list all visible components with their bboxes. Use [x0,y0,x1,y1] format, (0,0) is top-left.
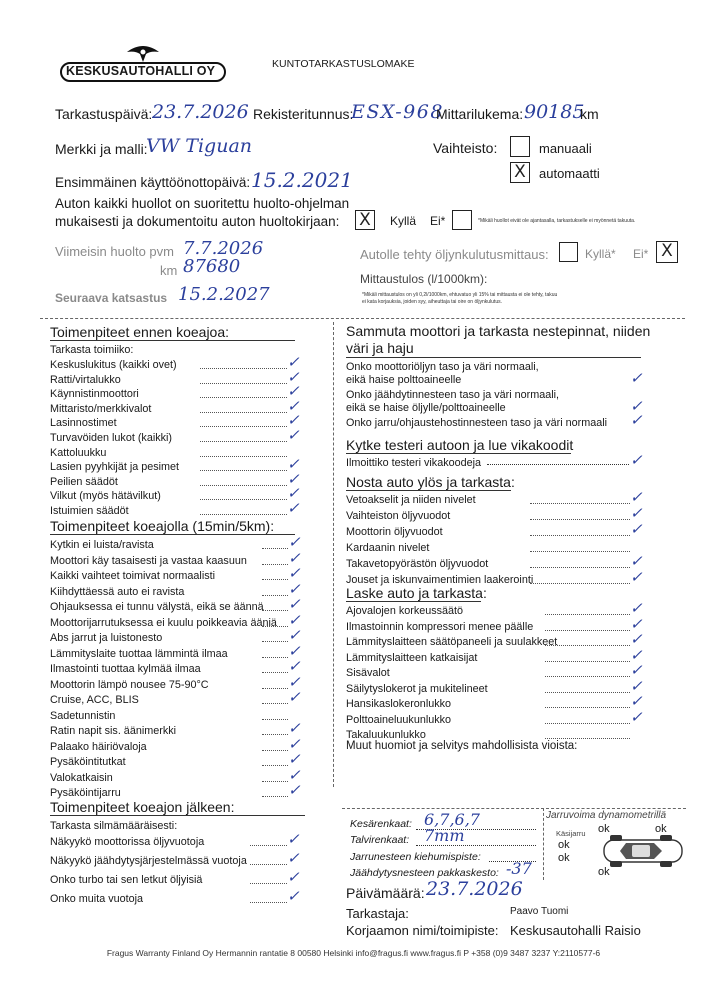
lift-item-label: Takavetopyörästön öljyvuodot [346,558,489,570]
dotted-leader [545,645,630,646]
lower-item-label: Takaluukunlukko [346,729,426,741]
coolant-label: Jäähdytysnesteen pakkaskesto: [350,867,499,879]
make-model-label: Merkki ja malli: [55,141,148,157]
lift-item-check[interactable]: ✓ [630,488,643,506]
dotted-leader [262,672,288,673]
last-service-km-label: km [160,263,178,278]
dotted-leader [200,397,287,398]
car-top-view-icon [598,834,688,868]
dyno-ok-rear: ok [598,866,610,878]
engine-item-label-line2: eikä se haise öljylle/polttoaineelle [346,402,506,414]
dotted-leader [545,723,630,724]
dotted-leader [545,692,630,693]
lower-item-label: Säilytyslokerot ja mukitelineet [346,682,488,695]
dotted-leader [200,456,287,457]
service-question-line1: Auton kaikki huollot on suoritettu huolto-ohjelman [55,196,350,211]
tester-title: Kytke testeri autoon ja lue vikakoodit [346,437,574,453]
oil-yes-checkbox[interactable] [559,242,578,262]
during-drive-item-check[interactable]: ✓ [288,626,301,644]
dotted-leader [262,781,288,782]
inspection-date-label: Tarkastuspäivä: [55,106,153,122]
oil-result-label: Mittaustulos (l/1000km): [360,272,488,286]
during-drive-item-label: Kytkin ei luista/ravista [50,539,154,551]
before-drive-item-label: Turvavöiden lukot (kaikki) [50,432,173,444]
after-drive-title: Toimenpiteet koeajon jälkeen: [50,799,235,815]
summer-tyres-value: 6,7,6,7 [424,810,480,829]
dotted-leader [545,661,630,662]
first-reg-label: Ensimmäinen käyttöönottopäivä: [55,175,251,190]
dotted-leader [200,514,287,515]
next-inspection-value: 15.2.2027 [178,284,270,305]
dotted-leader [545,707,630,708]
during-drive-item-check[interactable]: ✓ [288,610,301,629]
dotted-leader [262,688,288,689]
signoff-date-value: 23.7.2026 [426,878,523,900]
service-yes-label: Kyllä [390,214,417,228]
during-drive-item-label: Moottorin lämpö nousee 75-90°C [50,678,209,691]
lift-item-check[interactable]: ✓ [630,520,643,538]
dotted-leader [200,485,287,486]
coolant-value: -37 [506,859,532,878]
during-drive-item-check[interactable]: ✓ [288,781,301,799]
dyno-ok-handbrake-2: ok [558,852,570,864]
before-drive-item-label: Mittaristo/merkkivalot [50,402,152,415]
during-drive-item-check[interactable]: ✓ [288,734,301,753]
during-drive-item-label: Ratin napit sis. äänimerkki [50,725,177,737]
service-footnote: *Mikäli huollot eivät ole ajantasalla, tarkastukselle ei myönnetä takuuta. [478,218,636,224]
last-service-date: 7.7.2026 [183,238,264,259]
dotted-leader [200,426,287,427]
before-drive-item-check[interactable]: ✓ [287,382,300,401]
tester-item-check: ✓ [630,451,643,469]
during-drive-item-check[interactable]: ✓ [288,688,301,706]
during-drive-item-check[interactable]: ✓ [288,657,301,675]
lift-title: Nosta auto ylös ja tarkasta: [346,474,515,490]
before-drive-item-label: Keskuslukitus (kaikki ovet) [50,359,177,371]
before-drive-item-label: Kattoluukku [50,446,107,459]
inspection-date-value: 23.7.2026 [152,101,249,123]
dotted-leader [530,519,630,520]
during-drive-item-check[interactable]: ✓ [288,533,301,551]
wing-emblem-icon [126,44,160,64]
last-service-km: 87680 [183,256,241,277]
before-drive-item-label: Lasien pyyhkijät ja pesimet [50,461,180,474]
dyno-handbrake-label: Käsijarru [556,829,586,838]
dotted-leader [262,564,288,565]
lower-item-label: Lämmityslaitteen katkaisijat [346,651,478,664]
lower-item-check[interactable]: ✓ [630,707,643,726]
before-drive-subtitle: Tarkasta toimiiko: [50,344,134,356]
service-question-line2: mukaisesti ja dokumentoitu auton huoltokirjaan: [55,214,340,229]
during-drive-item-check[interactable]: ✓ [288,672,301,691]
lower-item-check[interactable]: ✓ [630,645,643,664]
lift-item-check[interactable]: ✓ [630,568,643,586]
during-drive-item-label: Pysäköintijarru [50,787,121,799]
form-title: KUNTOTARKASTUSLOMAKE [272,58,415,70]
oil-no-label: Ei* [633,247,649,261]
dotted-leader [262,595,288,596]
after-drive-item-check[interactable]: ✓ [287,868,300,886]
during-drive-item-label: Palaako häiriövaloja [50,740,147,753]
dotted-leader [200,499,287,500]
service-no-label: Ei* [430,214,446,228]
lift-item-label: Kardaanin nivelet [346,542,430,554]
make-model-value: VW Tiguan [146,135,253,157]
remarks-label: Muut huomiot ja selvitys mahdollisista vioista: [346,740,578,752]
dotted-leader [262,579,288,580]
after-drive-item-label: Näkyykö moottorissa öljyvuotoja [50,836,205,848]
signoff-date-label: Päivämäärä: [346,885,425,901]
during-drive-item-check[interactable]: ✓ [288,548,301,567]
oil-no-checkbox[interactable]: X [656,241,678,263]
before-drive-item-check[interactable]: ✓ [287,411,300,430]
dotted-leader [200,441,287,442]
after-drive-item-check[interactable]: ✓ [287,849,300,867]
before-drive-item-label: Käynnistinmoottori [50,388,139,401]
dotted-leader [530,583,630,584]
workshop-value: Keskusautohalli Raisio [510,923,641,938]
before-drive-item-label: Istuimien säädöt [50,505,129,517]
gearbox-auto-checkbox[interactable]: X [510,162,530,183]
during-drive-item-check[interactable]: ✓ [288,719,301,737]
next-inspection-label: Seuraava katsastus [55,291,168,305]
engine-item-check[interactable]: ✓ [630,397,643,415]
dotted-leader [262,703,288,704]
before-drive-item-label: Lasinnostimet [50,417,117,430]
dotted-leader [262,734,288,735]
dotted-leader [262,657,288,658]
dyno-ok-front-left: ok [598,823,610,835]
oil-yes-label: Kyllä* [585,247,616,261]
before-drive-item-label: Ratti/virtalukko [50,373,121,386]
during-drive-title: Toimenpiteet koeajolla (15min/5km): [50,518,275,534]
lift-item-label: Vetoakselit ja niiden nivelet [346,494,476,506]
after-drive-item-check[interactable]: ✓ [287,887,300,905]
dotted-leader [262,765,288,766]
company-logo [60,44,226,84]
dyno-ok-handbrake-1: ok [558,839,570,851]
tester-item-label: Ilmoittiko testeri vikakoodeja [346,457,482,469]
during-drive-item-label: Moottori käy tasaisesti ja vastaa kaasuun [50,554,247,567]
during-drive-item-check[interactable]: ✓ [288,595,301,613]
engine-check-title-line2: väri ja haju [346,340,414,356]
lift-item-label: Moottorin öljyvuodot [346,526,443,538]
during-drive-item-label: Ilmastointi tuottaa kylmää ilmaa [50,663,201,675]
dotted-leader [545,676,630,677]
after-drive-item-check[interactable]: ✓ [287,830,300,848]
column-divider [333,322,334,787]
lift-item-check[interactable]: ✓ [630,504,643,522]
lower-item-check[interactable]: ✓ [630,599,643,617]
top-divider [40,318,685,319]
lower-item-label: Sisävalot [346,667,390,679]
after-drive-item-label: Näkyykö jäähdytysjärjestelmässä vuotoja [50,855,247,867]
during-drive-item-check[interactable]: ✓ [288,579,301,598]
dotted-leader [262,548,288,549]
gearbox-label: Vaihteisto: [433,140,498,156]
after-drive-item-label: Onko turbo tai sen letkut öljyisiä [50,874,203,886]
during-drive-item-label: Lämmityslaite tuottaa lämmintä ilmaa [50,647,228,660]
lower-title: Laske auto ja tarkasta: [346,585,487,601]
oil-note-line1: *Mikäli mittaustulos on yli 0,2l/1000km, ehtuvatuo yli 15% tai mittausta ei ole tehty, takuu [362,292,558,298]
before-drive-item-check[interactable]: ✓ [287,499,300,517]
inspector-value: Paavo Tuomi [510,906,569,917]
logo-text: KESKUSAUTOHALLI OY [66,64,216,78]
gearbox-manual-checkbox[interactable] [510,136,530,157]
dotted-leader [545,630,630,631]
mileage-value: 90185 [524,101,585,123]
dotted-leader [545,738,630,739]
dotted-leader [200,412,287,413]
winter-tyres-value: 7mm [424,826,465,845]
lower-item-label: Ilmastoinnin kompressori menee päälle [346,620,534,633]
engine-item-label: Onko moottoriöljyn taso ja väri normaali, [346,361,539,373]
first-reg-value: 15.2.2021 [251,168,353,192]
dyno-title: Jarruvoima dynamometrillä [546,810,667,821]
service-no-checkbox[interactable] [452,210,472,230]
before-drive-item-check[interactable]: ✓ [287,426,300,444]
during-drive-item-label: Abs jarrut ja luistonesto [50,632,163,644]
before-drive-item-check[interactable]: ✓ [287,484,300,503]
during-drive-item-check[interactable]: ✓ [288,564,301,582]
during-drive-item-label: Valokatkaisin [50,771,113,784]
dotted-leader [530,567,630,568]
during-drive-item-label: Kiihdyttäessä auto ei ravista [50,585,185,598]
dotted-leader [250,883,287,884]
before-drive-item-label: Vilkut (myös hätävilkut) [50,490,161,503]
dotted-leader [262,796,288,797]
engine-item-check[interactable]: ✓ [630,411,643,429]
during-drive-item-label: Sadetunnistin [50,709,116,722]
lower-item-check[interactable]: ✓ [630,692,643,710]
before-drive-item-label: Peilien säädöt [50,475,118,488]
before-drive-item-check[interactable]: ✓ [287,455,300,474]
engine-item-label-line2: eikä haise polttoaineelle [346,374,462,386]
dotted-leader [262,641,288,642]
during-drive-item-label: Cruise, ACC, BLIS [50,694,139,706]
dotted-leader [250,864,287,865]
after-drive-item-label: Onko muita vuotoja [50,893,144,905]
footer-text: Fragus Warranty Finland Oy Hermannin rantatie 8 00580 Helsinki info@fragus.fi www.fragus.fi P +358 (0)9 3487 3237 Y:2110577-6 [106,948,601,958]
brake-fluid-label: Jarrunesteen kiehumispiste: [350,851,481,863]
after-drive-subtitle: Tarkasta silmämääräisesti: [50,820,178,832]
registration-label: Rekisteritunnus: [253,106,354,122]
dotted-leader [200,470,287,471]
lower-item-label: Lämmityslaitteen säätöpaneeli ja suulakkeet [346,636,558,648]
lift-item-label: Vaihteiston öljyvuodot [346,510,451,522]
during-drive-item-check[interactable]: ✓ [288,641,301,660]
mileage-unit: km [580,106,599,122]
gearbox-manual-label: manuaali [539,141,592,156]
dotted-leader [262,719,288,720]
before-drive-item-check[interactable]: ✓ [287,367,300,386]
workshop-label: Korjaamon nimi/toimipiste: [346,923,499,938]
dotted-leader [262,750,288,751]
winter-tyres-label: Talvirenkaat: [350,834,410,846]
during-drive-item-check[interactable]: ✓ [288,750,301,768]
lower-item-check[interactable]: ✓ [630,661,643,679]
dotted-leader [200,368,287,369]
during-drive-item-label: Ohjauksessa ei tunnu välystä, eikä se äännä [50,601,264,613]
summer-tyres-label: Kesärenkaat: [350,818,412,830]
last-service-label: Viimeisin huolto pvm [55,244,174,259]
dotted-leader [530,551,630,552]
oil-measurement-label: Autolle tehty öljynkulutusmittaus: [360,247,549,262]
dotted-leader [262,626,288,627]
engine-item-label: Onko jäähdytinnesteen taso ja väri normaali, [346,389,560,401]
dotted-leader [530,535,630,536]
dotted-leader [250,902,287,903]
dotted-leader [262,610,288,611]
before-drive-title: Toimenpiteet ennen koeajoa: [50,324,230,340]
oil-note-line2: ei kata korjauksia, joiden syy, aiheuttaja tai oire on öljynkulutus. [362,299,502,305]
lower-item-check[interactable]: ✓ [630,614,643,633]
during-drive-item-label: Moottorijarrutuksessa ei kuulu poikkeavia ääniä [50,616,277,629]
inspector-label: Tarkastaja: [346,906,409,921]
lift-item-label: Jouset ja iskunvaimentimien laakerointi [346,574,534,586]
lower-item-check[interactable]: ✓ [630,630,643,648]
before-drive-item-check[interactable]: ✓ [287,469,300,488]
lift-item-check[interactable]: ✓ [630,552,643,570]
lower-item-label: Hansikaslokeronlukko [346,698,452,710]
dotted-leader [530,503,630,504]
before-drive-item-check[interactable]: ✓ [287,353,300,371]
during-drive-item-label: Kaikki vaihteet toimivat normaalisti [50,570,216,582]
registration-value: ESX-968 [351,101,444,123]
dotted-leader [250,845,287,846]
dotted-leader [545,614,630,615]
mileage-label: Mittarilukema: [436,106,524,122]
service-yes-checkbox[interactable]: X [355,210,375,230]
before-drive-item-check[interactable]: ✓ [287,396,300,415]
engine-item-check[interactable]: ✓ [630,369,643,387]
during-drive-item-label: Pysäköintitutkat [50,756,126,768]
gearbox-auto-label: automaatti [539,166,600,181]
lower-item-label: Ajovalojen korkeussäätö [346,605,464,617]
lower-item-label: Polttoaineluukunlukko [346,713,452,726]
dyno-ok-front-right: ok [655,823,667,835]
engine-check-title-line1: Sammuta moottori ja tarkasta nestepinnat, niiden [346,323,651,339]
during-drive-item-check[interactable]: ✓ [288,765,301,784]
lower-item-check[interactable]: ✓ [630,676,643,695]
engine-item-label: Onko jarru/ohjaustehostinnesteen taso ja väri normaali [346,417,608,429]
dotted-leader [200,383,287,384]
